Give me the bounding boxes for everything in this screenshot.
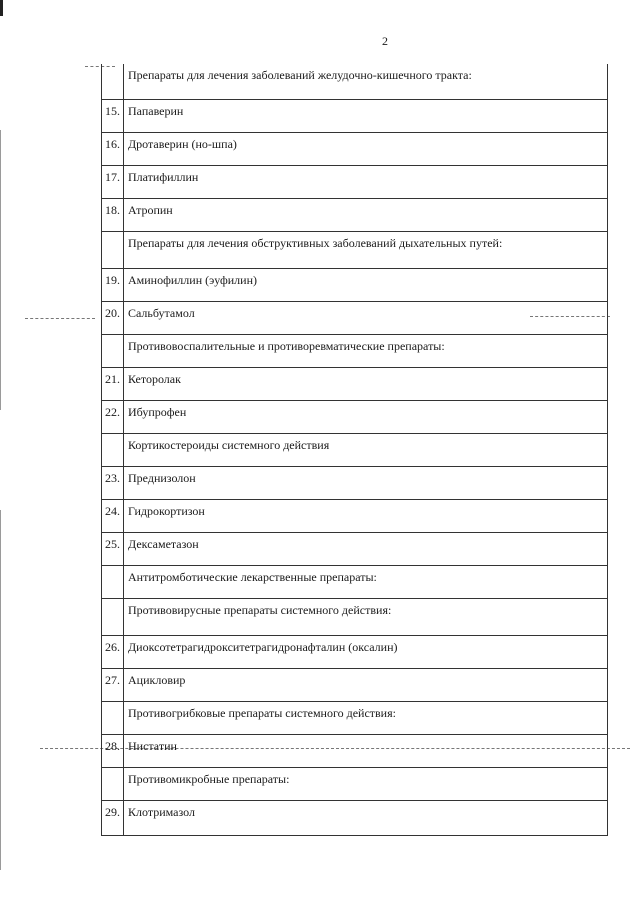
row-number (102, 701, 124, 734)
drug-row (102, 635, 608, 668)
row-number: 17. (102, 165, 124, 198)
row-number (102, 64, 124, 99)
section-title: Препараты для лечения заболеваний желудочно-кишечного тракта: (124, 64, 608, 99)
row-number: 23. (102, 466, 124, 499)
section-header-row (102, 767, 608, 800)
section-title: Кортикостероиды системного действия (124, 433, 608, 466)
drug-name: Диоксотетрагидрокситетрагидронафталин (оксалин) (124, 635, 608, 668)
section-title: Противовоспалительные и противоревматические препараты: (124, 334, 608, 367)
row-number: 16. (102, 132, 124, 165)
section-header-row (102, 334, 608, 367)
row-number: 18. (102, 198, 124, 231)
section-header-row (102, 433, 608, 466)
row-number: 27. (102, 668, 124, 701)
section-header-row (102, 64, 608, 99)
row-number (102, 565, 124, 598)
drug-name: Гидрокортизон (124, 499, 608, 532)
drug-name: Кеторолак (124, 367, 608, 400)
drug-name: Ацикловир (124, 668, 608, 701)
row-number (102, 334, 124, 367)
row-number: 25. (102, 532, 124, 565)
section-title: Препараты для лечения обструктивных заболеваний дыхательных путей: (124, 231, 608, 268)
section-title: Противогрибковые препараты системного действия: (124, 701, 608, 734)
page-number-text: 2 (382, 34, 388, 48)
scan-corner-mark (0, 0, 3, 16)
row-number: 24. (102, 499, 124, 532)
drug-list-body (102, 64, 608, 835)
drug-name: Папаверин (124, 99, 608, 132)
row-number: 15. (102, 99, 124, 132)
section-title: Антитромботические лекарственные препараты: (124, 565, 608, 598)
scan-edge-mark-bottom (0, 510, 1, 870)
section-header-row (102, 701, 608, 734)
drug-row (102, 198, 608, 231)
drug-row (102, 165, 608, 198)
drug-name: Платифиллин (124, 165, 608, 198)
scan-edge-mark-top (0, 130, 1, 410)
drug-row (102, 268, 608, 301)
row-number: 20. (102, 301, 124, 334)
row-number: 21. (102, 367, 124, 400)
row-number: 19. (102, 268, 124, 301)
drug-name: Дротаверин (но-шпа) (124, 132, 608, 165)
drug-row (102, 400, 608, 433)
row-number (102, 598, 124, 635)
drug-row (102, 301, 608, 334)
drug-row (102, 668, 608, 701)
drug-name: Клотримазол (124, 800, 608, 835)
drug-row (102, 132, 608, 165)
section-header-row (102, 231, 608, 268)
drug-row (102, 800, 608, 835)
section-header-row (102, 565, 608, 598)
drug-name: Ибупрофен (124, 400, 608, 433)
drug-list-table (101, 64, 608, 836)
section-title: Противовирусные препараты системного действия: (124, 598, 608, 635)
row-number: 28. (102, 734, 124, 767)
section-title: Противомикробные препараты: (124, 767, 608, 800)
drug-row (102, 466, 608, 499)
drug-name: Сальбутамол (124, 301, 608, 334)
drug-row (102, 367, 608, 400)
drug-name: Аминофиллин (эуфилин) (124, 268, 608, 301)
drug-name: Преднизолон (124, 466, 608, 499)
drug-name: Нистатин (124, 734, 608, 767)
drug-row (102, 99, 608, 132)
row-number (102, 767, 124, 800)
page-number (65, 34, 640, 49)
drug-row (102, 734, 608, 767)
section-header-row (102, 598, 608, 635)
row-number: 29. (102, 800, 124, 835)
drug-row (102, 499, 608, 532)
row-number (102, 231, 124, 268)
drug-row (102, 532, 608, 565)
drug-name: Дексаметазон (124, 532, 608, 565)
row-number: 26. (102, 635, 124, 668)
drug-name: Атропин (124, 198, 608, 231)
row-number (102, 433, 124, 466)
row-number: 22. (102, 400, 124, 433)
scan-dash-line-left (25, 318, 95, 320)
